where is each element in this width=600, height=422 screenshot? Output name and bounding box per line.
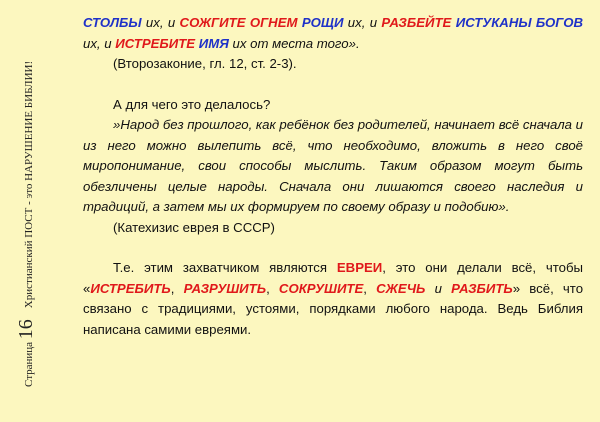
quote1-t1: их, и xyxy=(141,15,180,30)
conclusion-w3: РАЗРУШИТЬ xyxy=(183,280,267,296)
conclusion-w5: СЖЕЧЬ xyxy=(376,280,426,296)
spacer xyxy=(83,238,583,258)
spacer xyxy=(83,75,583,95)
content xyxy=(83,13,583,340)
question: А для чего это делалось? xyxy=(113,96,271,112)
conclusion-t3: , xyxy=(170,280,184,296)
conclusion-t2: , это они делали всё, чтобы « xyxy=(83,260,583,296)
conclusion xyxy=(83,258,583,340)
quote-catechism: »Народ без прошлого, как ребёнок без родителей, начинает всё сначала и из него можно вылепить всё, что необходимо, вложить в него своё миропонимание, свои способы мыслить. Таким образом могут быть обезличены целые народы. Сначала они лишаются своего наследия и традиций, а затем мы их формируем по своему образу и подобию». xyxy=(83,117,583,214)
quote1-w5: ИСТУКАНЫ БОГОВ xyxy=(455,15,584,30)
quote1-w3: РОЩИ xyxy=(301,15,344,30)
quote1-w1: СТОЛБЫ xyxy=(83,15,142,30)
conclusion-t1: Т.е. этим захватчиком являются xyxy=(113,260,337,275)
quote1-w4: РАЗБЕЙТЕ xyxy=(381,15,452,30)
quote1-w7: ИМЯ xyxy=(198,35,229,51)
quote2-source: (Катехизис еврея в СССР) xyxy=(113,219,275,235)
conclusion-t5: , xyxy=(363,280,377,296)
page-number: 16 xyxy=(15,319,37,340)
conclusion-w2: ИСТРЕБИТЬ xyxy=(90,280,171,296)
conclusion-w6: РАЗБИТЬ xyxy=(451,280,513,296)
conclusion-w4: СОКРУШИТЕ xyxy=(278,280,364,296)
quote1-w2: СОЖГИТЕ ОГНЕМ xyxy=(179,15,298,30)
page-title: Христианский ПОСТ - это НАРУШЕНИЕ БИБЛИИ! xyxy=(23,60,35,309)
conclusion-t6: и xyxy=(425,280,452,296)
sidebar-text xyxy=(15,61,38,387)
page-label: Страница xyxy=(23,341,35,387)
quote1-t3: их, и xyxy=(343,15,382,30)
sidebar xyxy=(0,0,37,422)
conclusion-t7: » всё, что связано с традициями, устоями, порядками любого народа. Ведь Библия написана самими евреями. xyxy=(83,280,584,337)
quote1-source: (Второзаконие, гл. 12, ст. 2-3). xyxy=(113,56,297,71)
conclusion-w1: ЕВРЕИ xyxy=(336,260,383,275)
quote-deuteronomy xyxy=(83,13,583,54)
conclusion-t4: , xyxy=(266,280,279,296)
quote1-w6: ИСТРЕБИТЕ xyxy=(115,35,196,51)
quote1-t5: их, и xyxy=(83,35,116,51)
quote1-t7: их от места того». xyxy=(228,35,360,51)
